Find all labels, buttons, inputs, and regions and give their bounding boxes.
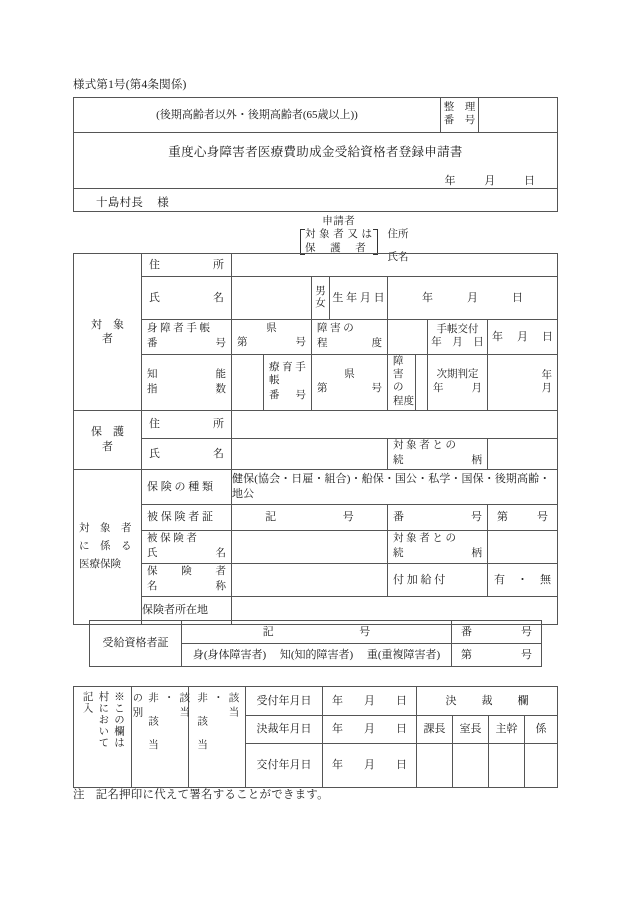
insured-name-a: 氏: [147, 547, 158, 559]
issue-date-year: 年: [332, 759, 343, 772]
insured-name-b: 名: [215, 547, 226, 559]
physical-handbook-label: [142, 320, 232, 355]
insurer-name-e: 称: [215, 580, 226, 592]
next-judge-year: 年: [541, 369, 552, 381]
ryoiku-handbook-number[interactable]: [312, 355, 388, 411]
target-name-row: [74, 277, 558, 320]
certificate-table: [89, 620, 542, 667]
target-birth-label: 生 年 月 日: [330, 277, 388, 320]
decision-date-value[interactable]: [323, 715, 417, 744]
guardian-name-b: 名: [213, 447, 224, 460]
addressee-cell: [74, 189, 558, 263]
application-date-year: 年: [444, 174, 456, 187]
certificate-block: [89, 620, 541, 667]
insurance-kind-row: [74, 469, 558, 504]
footer-note: [73, 786, 329, 802]
phys-book-line1: 身 障 者 手 帳: [147, 323, 210, 335]
document-title: 重度心身障害者医療費助成金受給資格者登録申請書: [168, 145, 463, 159]
approver-3-stamp[interactable]: [489, 744, 525, 788]
insurance-kigou-a: 記: [265, 511, 277, 524]
insurer-name-b: 険: [181, 565, 192, 577]
target-name-label: [142, 277, 232, 320]
title-cell: [74, 133, 558, 189]
insurance-dai: 第: [497, 511, 508, 524]
applicant-bracket-line1: 対 象 者 又 は: [305, 229, 373, 241]
certificate-bangou-a: 番: [461, 625, 472, 638]
insured-relation-label: [388, 530, 488, 563]
guardian-address-a: 住: [149, 418, 160, 431]
iq-value[interactable]: [232, 355, 264, 411]
insured-relation-b: 柄: [471, 547, 482, 559]
ryoiku-degree-line1: 障 害 の: [393, 356, 404, 393]
title-row: [74, 133, 558, 189]
guardian-relation-label: [388, 439, 488, 470]
physical-degree-label: [312, 320, 388, 355]
next-judge-line1: 次期判定: [436, 368, 479, 380]
certificate-kigou-a: 記: [262, 625, 274, 638]
phys-degree-line1: 障 害 の: [317, 323, 354, 335]
insurance-bangou-b: 号: [471, 511, 482, 524]
application-date-month: 月: [484, 174, 496, 187]
approver-4-label: 係: [525, 715, 558, 744]
applicant-name-label[interactable]: 氏名: [387, 251, 409, 263]
insurer-name-a: 保: [147, 565, 158, 577]
insurer-name-d: 名: [147, 580, 158, 592]
issue-date-month: 月: [364, 759, 375, 772]
header-table: [73, 97, 558, 263]
phys-degree-b: 度: [371, 338, 382, 349]
extra-benefit-no[interactable]: 無: [540, 573, 551, 586]
handbook-issue-label: [428, 320, 488, 355]
guardian-relation-value[interactable]: [488, 439, 558, 470]
guardian-name-value[interactable]: [232, 439, 388, 470]
insured-name-value[interactable]: [232, 530, 388, 563]
certificate-type-multiple[interactable]: 重(重複障害者): [366, 648, 441, 661]
certificate-dai: 第: [461, 648, 472, 661]
certificate-kigou-b: 号: [359, 625, 371, 638]
extra-benefit-label-text: 付 加 給 付: [393, 573, 446, 586]
phys-pref-label: 県: [266, 323, 277, 335]
next-judgement-value[interactable]: [488, 355, 558, 411]
approver-2-label: 室長: [453, 715, 489, 744]
applicability-2-col-2: ・: [211, 692, 223, 704]
physical-degree-value[interactable]: [388, 320, 428, 355]
birth-day: 日: [512, 291, 523, 304]
header-block: [73, 97, 557, 263]
applicability-2-b: 当: [227, 706, 239, 721]
target-gender[interactable]: [312, 277, 330, 320]
issue-day: 日: [542, 330, 553, 343]
approval-header: [417, 687, 558, 716]
phys-dai-label: 第: [237, 337, 248, 348]
iq-line2-a: 指: [147, 383, 158, 395]
guardian-section-label: [74, 411, 142, 470]
insurance-section-label: [74, 469, 142, 624]
office-vert-col-2: 村において: [97, 691, 109, 749]
gender-male: 男: [315, 286, 326, 298]
office-note-vertical: [74, 687, 132, 788]
applicant-label: 申請者: [322, 216, 356, 228]
insurer-name-c: 者: [215, 565, 226, 577]
applicant-bracket: [299, 228, 379, 255]
application-date[interactable]: [74, 161, 557, 189]
applicability-1-col-4[interactable]: [177, 692, 191, 784]
guardian-name-a: 氏: [149, 447, 160, 460]
office-use-block: [73, 686, 557, 788]
guardian-name-row: [74, 439, 558, 470]
applicability-1-a: 該: [178, 692, 190, 707]
category-cell: (後期高齢者以外・後期高齢者(65歳以上)): [74, 98, 441, 133]
target-birth-value[interactable]: [388, 277, 558, 320]
target-address-label: [142, 254, 232, 277]
issue-date-value[interactable]: [323, 744, 417, 788]
applicant-label-group: [299, 215, 379, 256]
reference-label-line1: 整 理: [443, 102, 476, 114]
category-row: [74, 98, 558, 133]
target-address-label-a: 住: [149, 258, 160, 271]
next-judge-month-label: 月: [471, 382, 482, 394]
applicability-1-col-3: ・: [162, 692, 174, 704]
certificate-types[interactable]: [182, 644, 452, 667]
ryoiku-degree-a: 程: [393, 396, 404, 408]
bracket-left-icon: [299, 228, 305, 255]
office-use-table: [73, 686, 558, 788]
decision-year: 年: [332, 723, 343, 736]
certificate-label: 受給資格者証: [90, 621, 182, 667]
issue-label-line2: 年 月 日: [431, 337, 484, 348]
guardian-relation-b: 柄: [471, 454, 482, 466]
next-judge-month: 月: [541, 382, 552, 394]
insurance-card-label-text: 被 保 険 者 証: [147, 511, 213, 524]
office-vert-col-3: ※この欄は: [112, 691, 124, 749]
insurance-kigou-cell[interactable]: [232, 504, 388, 530]
main-table: [73, 253, 558, 625]
addressee-honorific: 様: [157, 197, 170, 210]
phys-book-num-a: 番: [147, 338, 158, 349]
ryoiku-handbook-label: [264, 355, 312, 411]
issue-year: 年: [492, 330, 503, 343]
insurance-bangou-value[interactable]: [488, 504, 558, 530]
insured-relation-a: 続: [393, 547, 404, 559]
certificate-type-physical[interactable]: 身(身体障害者): [192, 648, 267, 661]
approver-1-stamp[interactable]: [417, 744, 453, 788]
insurer-address-label: 保険者所在地: [142, 596, 232, 624]
target-address-value[interactable]: [232, 254, 558, 277]
reference-label-line2: 番 号: [443, 115, 476, 126]
target-section-label-text: [74, 317, 141, 348]
office-row-1: [74, 687, 558, 716]
applicant-bracket-line2: 保 護 者: [305, 243, 367, 255]
insurance-gou: 号: [537, 511, 548, 524]
approver-3-label: 主幹: [489, 715, 525, 744]
handbook-issue-value[interactable]: [488, 320, 558, 355]
guardian-address-label: [142, 411, 232, 439]
decision-day: 日: [396, 723, 407, 736]
iq-label: [142, 355, 232, 411]
ryoiku-row: [74, 355, 558, 411]
form-number: 様式第1号(第4条関係): [73, 79, 187, 91]
insurer-name-label: [142, 563, 232, 596]
guardian-address-b: 所: [213, 418, 224, 431]
insurance-kind-label-text: 保 険 の 種 類: [147, 480, 213, 493]
insurance-label-line2: に 係 る: [79, 540, 132, 552]
certificate-kigou-label: [182, 621, 452, 644]
issue-month: 月: [517, 330, 528, 343]
received-date-label: 受付年月日: [246, 687, 323, 716]
applicability-2-col-3[interactable]: [226, 692, 240, 784]
insurance-label-line1: 対 象 者: [79, 523, 132, 535]
received-year: 年: [332, 694, 343, 707]
insurer-name-row: [74, 563, 558, 596]
gender-female: 女: [315, 298, 326, 309]
certificate-bangou-label: [452, 621, 542, 644]
phys-book-num-b: 号: [215, 338, 226, 349]
applicability-2-a: 該: [227, 692, 239, 707]
ryoiku-gou-label: 号: [371, 382, 382, 394]
iq-line1-a: 知: [147, 368, 158, 380]
certificate-gou: 号: [521, 648, 532, 661]
insured-name-line1: 被 保 険 者: [147, 532, 197, 544]
main-block: [73, 253, 557, 625]
issue-date-day: 日: [396, 759, 407, 772]
next-judge-year-label: 年: [433, 382, 444, 394]
certificate-number-value[interactable]: [452, 644, 542, 667]
birth-year: 年: [422, 291, 433, 304]
guardian-address-row: [74, 411, 558, 439]
phys-gou-label: 号: [295, 337, 306, 348]
guardian-relation-a: 続: [393, 454, 404, 466]
ryoiku-line1: 療 育 手 帳: [269, 362, 306, 387]
iq-line1-b: 能: [215, 368, 226, 380]
addressee-row: [74, 189, 558, 212]
reference-number-label: [441, 98, 479, 133]
received-day: 日: [396, 694, 407, 707]
insurance-kigou-b: 号: [342, 511, 354, 524]
applicability-1-col-1: の別: [131, 692, 143, 721]
insured-name-row: [74, 530, 558, 563]
target-label-text: 対 象 者: [91, 318, 135, 346]
target-address-label-b: 所: [213, 258, 224, 271]
applicability-1-b: 当: [178, 706, 190, 721]
insurance-bangou-label: [388, 504, 488, 530]
extra-benefit-label: [388, 563, 488, 596]
guardian-address-value[interactable]: [232, 411, 558, 439]
certificate-header-row: [90, 621, 542, 644]
insured-name-label: [142, 530, 232, 563]
decision-date-label: 決裁年月日: [246, 715, 323, 744]
target-address-row: [74, 254, 558, 277]
insurer-name-value[interactable]: [232, 563, 388, 596]
reference-number-value[interactable]: [479, 98, 558, 133]
birth-month: 月: [467, 291, 478, 304]
addressee-line: [74, 189, 557, 211]
iq-line2-b: 数: [215, 383, 226, 395]
insurance-bangou-a: 番: [393, 511, 404, 524]
footer-note-label: 注: [73, 789, 85, 801]
target-section-label: [74, 254, 142, 411]
footer-note-text: 記名押印に代えて署名することができます。: [95, 789, 329, 801]
addressee-name: 十島村長: [96, 197, 144, 210]
phys-degree-a: 程: [317, 338, 328, 349]
certificate-bangou-b: 号: [521, 625, 532, 638]
insurance-kind-value[interactable]: 健保(協会・日雇・組合)・船保・国公・私学・国保・後期高齢・地公: [232, 469, 558, 504]
ryoiku-degree-b: 度: [403, 396, 414, 408]
applicability-1[interactable]: [132, 687, 189, 788]
ryoiku-pref-label: 県: [344, 368, 355, 380]
applicant-address-label[interactable]: 住所: [387, 229, 409, 241]
approver-2-stamp[interactable]: [453, 744, 489, 788]
insurance-kind-label: [142, 469, 232, 504]
guardian-label-text: 保 護 者: [91, 426, 135, 453]
applicant-bracket-rows: [305, 228, 373, 255]
insurance-label-line3: 医療保険: [79, 558, 121, 570]
approver-1-label: 課長: [417, 715, 453, 744]
extra-benefit-value[interactable]: [488, 563, 558, 596]
bracket-right-icon: [373, 228, 379, 255]
physical-handbook-number[interactable]: [232, 320, 312, 355]
issue-label-line1: 手帳交付: [436, 324, 479, 336]
target-name-label-a: 氏: [149, 291, 160, 304]
approval-header-text: 決 裁 欄: [445, 694, 536, 707]
ryoiku-num-b: 号: [295, 389, 306, 401]
insured-relation-value[interactable]: [488, 530, 558, 563]
certificate-type-intellectual[interactable]: 知(知的障害者): [279, 648, 354, 661]
applicability-2-col-1[interactable]: 非 該 当: [196, 692, 208, 751]
target-name-label-b: 名: [213, 291, 224, 304]
ryoiku-num-a: 番: [269, 389, 280, 401]
extra-benefit-separator: ・: [517, 573, 528, 586]
ryoiku-dai-label: 第: [317, 382, 328, 394]
insurance-card-row: [74, 504, 558, 530]
physical-handbook-row: [74, 320, 558, 355]
application-date-day: 日: [524, 174, 535, 187]
ryoiku-degree-label: [388, 355, 416, 411]
ryoiku-degree-value[interactable]: [416, 355, 428, 411]
received-month: 月: [364, 694, 375, 707]
insured-relation-line1: 対 象 者 と の: [393, 532, 456, 544]
applicability-1-col-2[interactable]: 非 該 当: [147, 692, 158, 751]
target-name-value[interactable]: [232, 277, 312, 320]
next-judgement-label: [428, 355, 488, 411]
approver-4-stamp[interactable]: [525, 744, 558, 788]
applicability-2[interactable]: [189, 687, 246, 788]
decision-month: 月: [364, 723, 375, 736]
guardian-relation-line1: 対 象 者 と の: [393, 440, 456, 452]
office-vert-col-1: 記入: [81, 691, 93, 714]
insurance-card-label: [142, 504, 232, 530]
received-date-value[interactable]: [323, 687, 417, 716]
guardian-name-label: [142, 439, 232, 470]
extra-benefit-yes[interactable]: 有: [494, 573, 505, 586]
issue-date-label: 交付年月日: [246, 744, 323, 788]
